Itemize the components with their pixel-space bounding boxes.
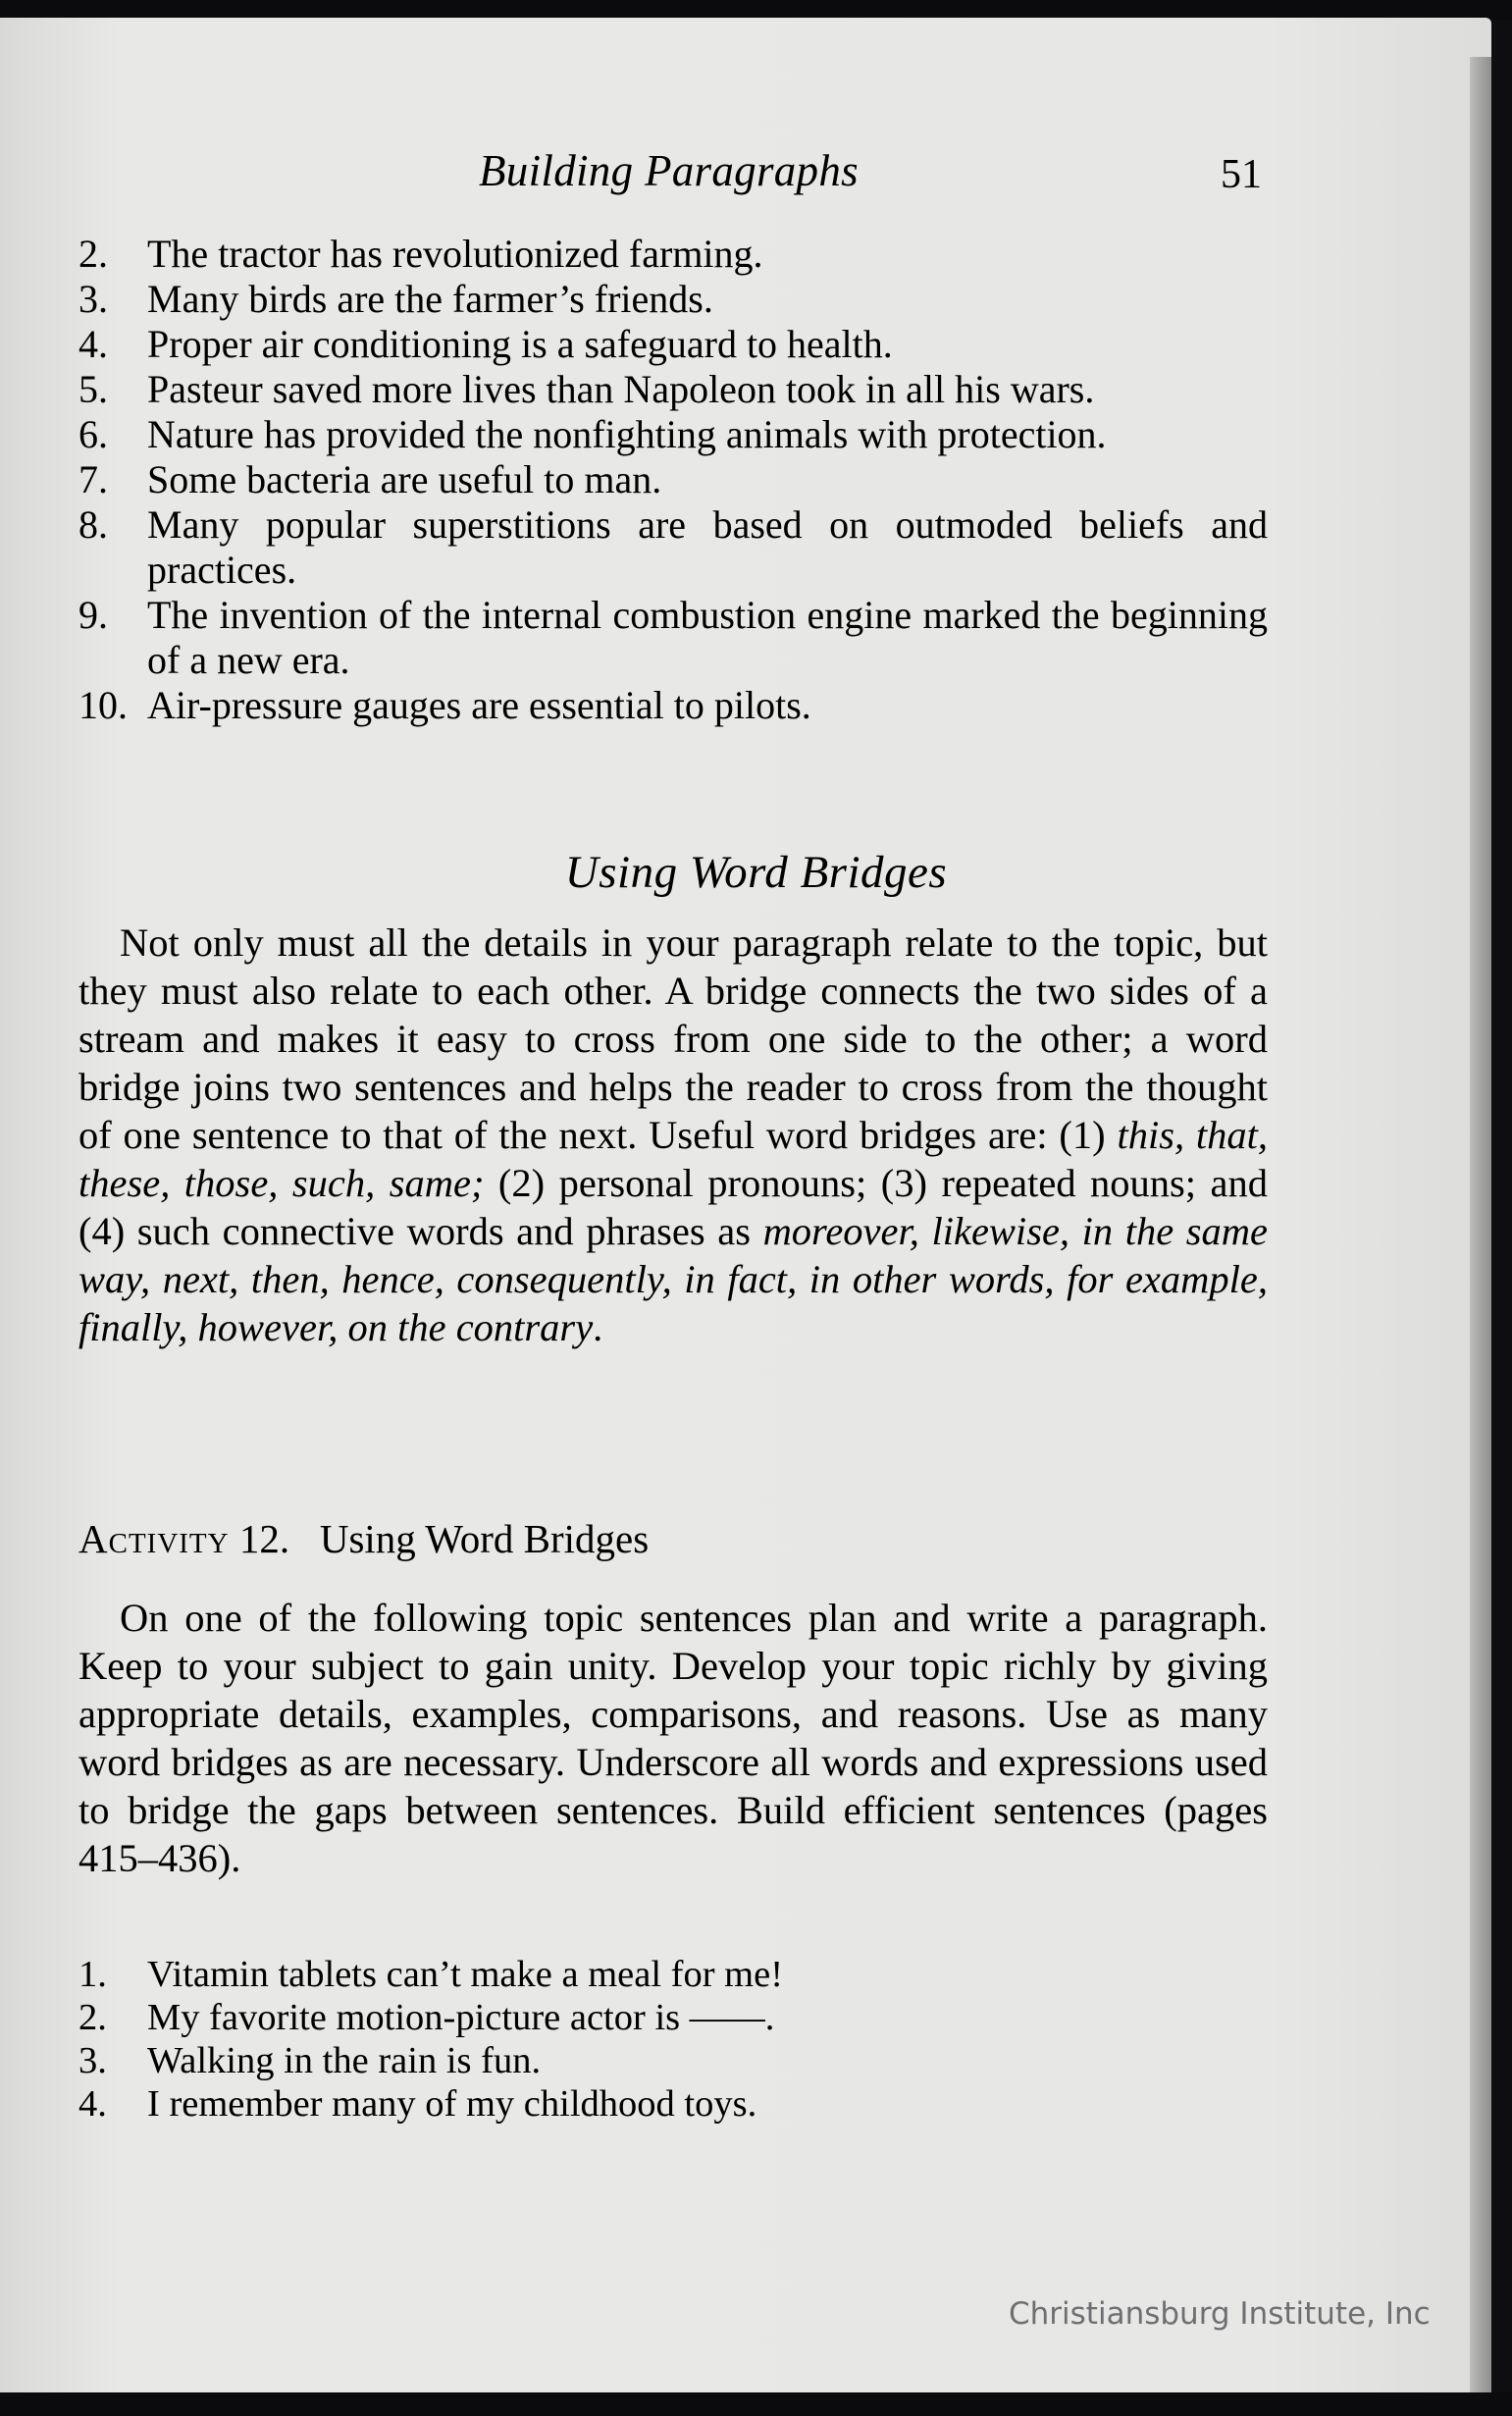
page-edge: [1470, 57, 1491, 2402]
list-item: [78, 232, 1268, 277]
item-number: 6.: [78, 412, 108, 456]
item-text: Walking in the rain is fun.: [147, 2040, 542, 2081]
list-item: [78, 2082, 1268, 2126]
activity-instructions: On one of the following topic sentences plan and write a paragraph. Keep to your subject to gain unity. Develop your topic richly by giving appropriate details, examples, comparisons, and reasons. Use as many word bridges as are necessary. Underscore all words and expressions used to bridge the gaps between sentences. Build efficient sentences (pages 415–436).: [78, 1596, 1268, 1880]
item-number: 10.: [78, 683, 128, 727]
item-text: Many birds are the farmer’s friends.: [147, 277, 713, 321]
item-text: Nature has provided the nonfighting animals with protection.: [147, 412, 1107, 456]
item-text: Proper air conditioning is a safeguard to health.: [147, 322, 893, 366]
paragraph-end: .: [593, 1305, 603, 1349]
item-number: 3.: [78, 2040, 107, 2081]
list-item: [78, 457, 1268, 502]
scan-border-bottom: [0, 2392, 1512, 2416]
list-item: [78, 593, 1268, 683]
list-item: [78, 1996, 1268, 2039]
list-item: [78, 322, 1268, 367]
list-item: [78, 502, 1268, 593]
item-number: 7.: [78, 457, 108, 501]
list-item: [78, 367, 1268, 412]
example-words-connectives: moreover, likewise, in the same way, next, then, hence, consequently, in fact, in other words, for example, finally, however, on the contrary: [78, 1209, 1268, 1349]
list-item: [78, 2039, 1268, 2082]
example-words-demonstratives: this, that, these, those, such, same;: [78, 1113, 1268, 1205]
watermark: Christiansburg Institute, Inc: [1009, 2296, 1431, 2332]
activity-topic-list: [78, 1953, 1268, 2126]
item-text: Pasteur saved more lives than Napoleon took in all his wars.: [147, 367, 1095, 411]
list-item: [78, 412, 1268, 457]
item-number: 5.: [78, 367, 108, 411]
item-number: 1.: [78, 1954, 107, 1995]
running-title: Building Paragraphs: [479, 146, 859, 195]
item-number: 3.: [78, 277, 108, 321]
paragraph-text: Not only must all the details in your paragraph relate to the topic, but they must also relate to each other. A bridge connects the two sides of a stream and makes it easy to cross from one side to the other; a word bridge joins two sentences and helps the reader to cross from the thought of one sentence to that of the next. Useful word bridges are: (1): [78, 920, 1268, 1157]
item-text: Some bacteria are useful to man.: [147, 457, 662, 501]
list-item: [78, 277, 1268, 322]
item-text: My favorite motion-picture actor is ——.: [147, 1997, 775, 2038]
topic-sentence-list: [78, 232, 1268, 728]
item-number: 9.: [78, 593, 108, 637]
item-number: 4.: [78, 2083, 107, 2125]
item-number: 8.: [78, 502, 108, 547]
item-number: 4.: [78, 322, 108, 366]
item-text: Vitamin tablets can’t make a meal for me!: [147, 1954, 784, 1995]
activity-label: Activity: [78, 1516, 230, 1561]
section-heading: Using Word Bridges: [564, 847, 948, 898]
item-text: The tractor has revolutionized farming.: [147, 232, 763, 276]
activity-number: 12.: [238, 1516, 290, 1561]
item-text: The invention of the internal combustion engine marked the beginning of a new era.: [147, 593, 1268, 682]
page-number: 51: [1221, 152, 1262, 197]
item-number: 2.: [78, 232, 108, 276]
item-text: Many popular superstitions are based on outmoded beliefs and practices.: [147, 502, 1268, 592]
section-body-paragraph: [78, 919, 1268, 1351]
item-text: Air-pressure gauges are essential to pilots.: [147, 683, 811, 727]
activity-heading: [78, 1515, 649, 1562]
list-item: [78, 1953, 1268, 1996]
activity-title: Using Word Bridges: [319, 1516, 650, 1561]
scan-border-top: [0, 0, 1512, 20]
item-number: 2.: [78, 1997, 107, 2038]
item-text: I remember many of my childhood toys.: [147, 2083, 757, 2125]
paragraph-text: (2) personal pronouns; (3) repeated nouns; and (4) such connective words and phrases as: [78, 1161, 1269, 1253]
list-item: [78, 683, 1268, 728]
page-header: [0, 145, 1512, 204]
